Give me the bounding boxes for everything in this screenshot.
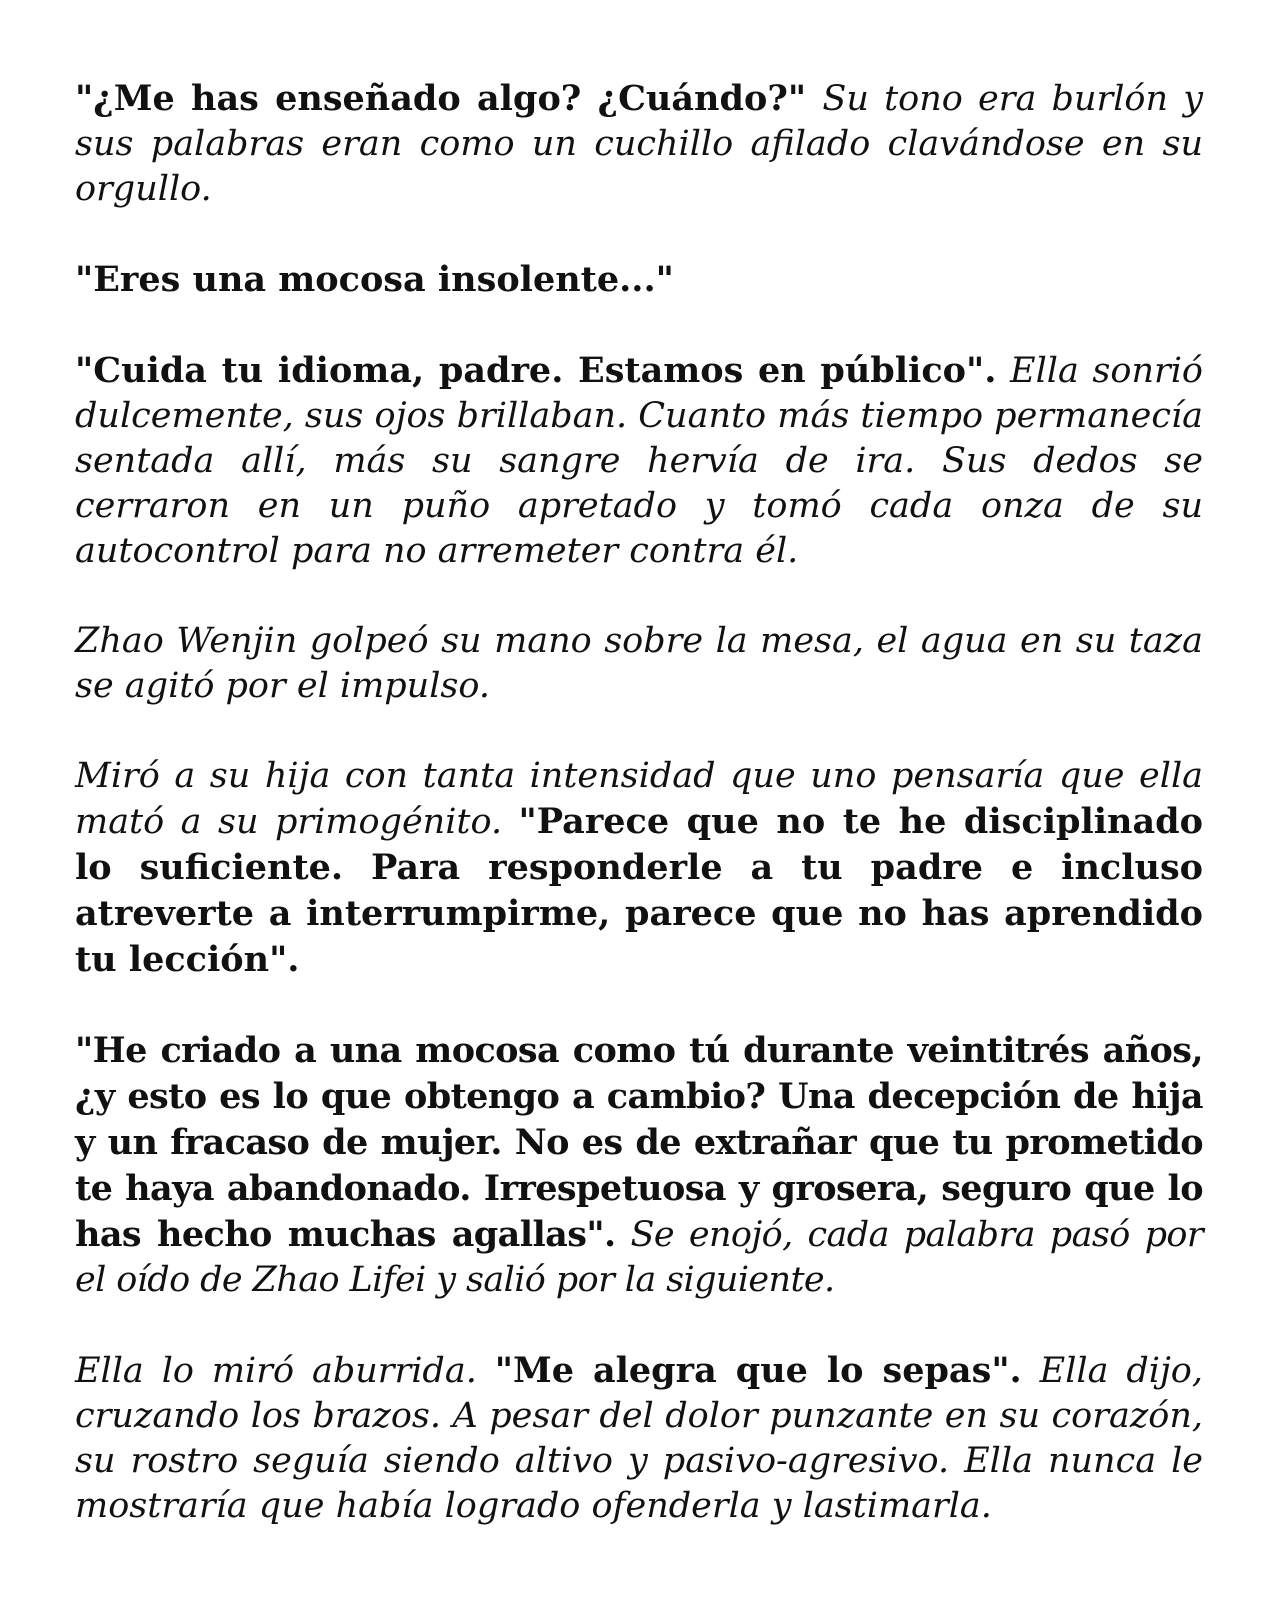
dialogue-text: "He criado a una mocosa como tú durante veintitrés años, ¿y esto es lo que obtengo a cambio? Una decepción de hija y un fracaso de mujer. No es de extrañar que tu prometido te haya abandonado. Irrespetuosa y grosera, seguro que lo has hecho muchas agallas".: [75, 1030, 1203, 1255]
dialogue-text: "Cuida tu idioma, padre. Estamos en público".: [75, 350, 997, 391]
narration-text: Ella sonrió dulcemente, sus ojos brillaban. Cuanto más tiempo permanecía sentada allí, más su sangre hervía de ira. Sus dedos se cerraron en un puño apretado y tomó cada onza de su autocontrol para no arremeter contra él.: [75, 351, 1203, 571]
paragraph-6: [75, 1028, 1203, 1303]
narration-text: Su tono era burlón y sus palabras eran como un cuchillo afilado clavándose en su orgullo.: [75, 79, 1204, 209]
paragraph-5: [75, 754, 1203, 983]
narration-text: Ella lo miró aburrida.: [75, 1351, 495, 1391]
document-page: [75, 76, 1203, 1529]
paragraph-3: [75, 348, 1203, 574]
narration-text: Zhao Wenjin golpeó su mano sobre la mesa, el agua en su taza se agitó por el impulso.: [75, 621, 1203, 706]
dialogue-text: "Me alegra que lo sepas".: [494, 1350, 1022, 1391]
dialogue-text: "Parece que no te he disciplinado lo suficiente. Para responderle a tu padre e incluso atreverte a interrumpirme, parece que no has aprendido tu lección".: [75, 801, 1203, 980]
paragraph-4: [75, 619, 1203, 709]
paragraph-2: [75, 257, 1203, 303]
narration-text: Miró a su hija con tanta intensidad que uno pensaría que ella mató a su primogénito.: [75, 756, 1203, 842]
narration-text: Se enojó, cada palabra pasó por el oído de Zhao Lifei y salió por la siguiente.: [75, 1215, 1203, 1300]
paragraph-1: [75, 76, 1203, 212]
narration-text: Ella dijo, cruzando los brazos. A pesar del dolor punzante en su corazón, su rostro seguía siendo altivo y pasivo-agresivo. Ella nunca le mostraría que había logrado ofenderla y lastimarla.: [75, 1351, 1204, 1526]
dialogue-text: "¿Me has enseñado algo? ¿Cuándo?": [75, 78, 823, 119]
paragraph-7: [75, 1348, 1203, 1529]
dialogue-text: "Eres una mocosa insolente...": [75, 259, 674, 300]
